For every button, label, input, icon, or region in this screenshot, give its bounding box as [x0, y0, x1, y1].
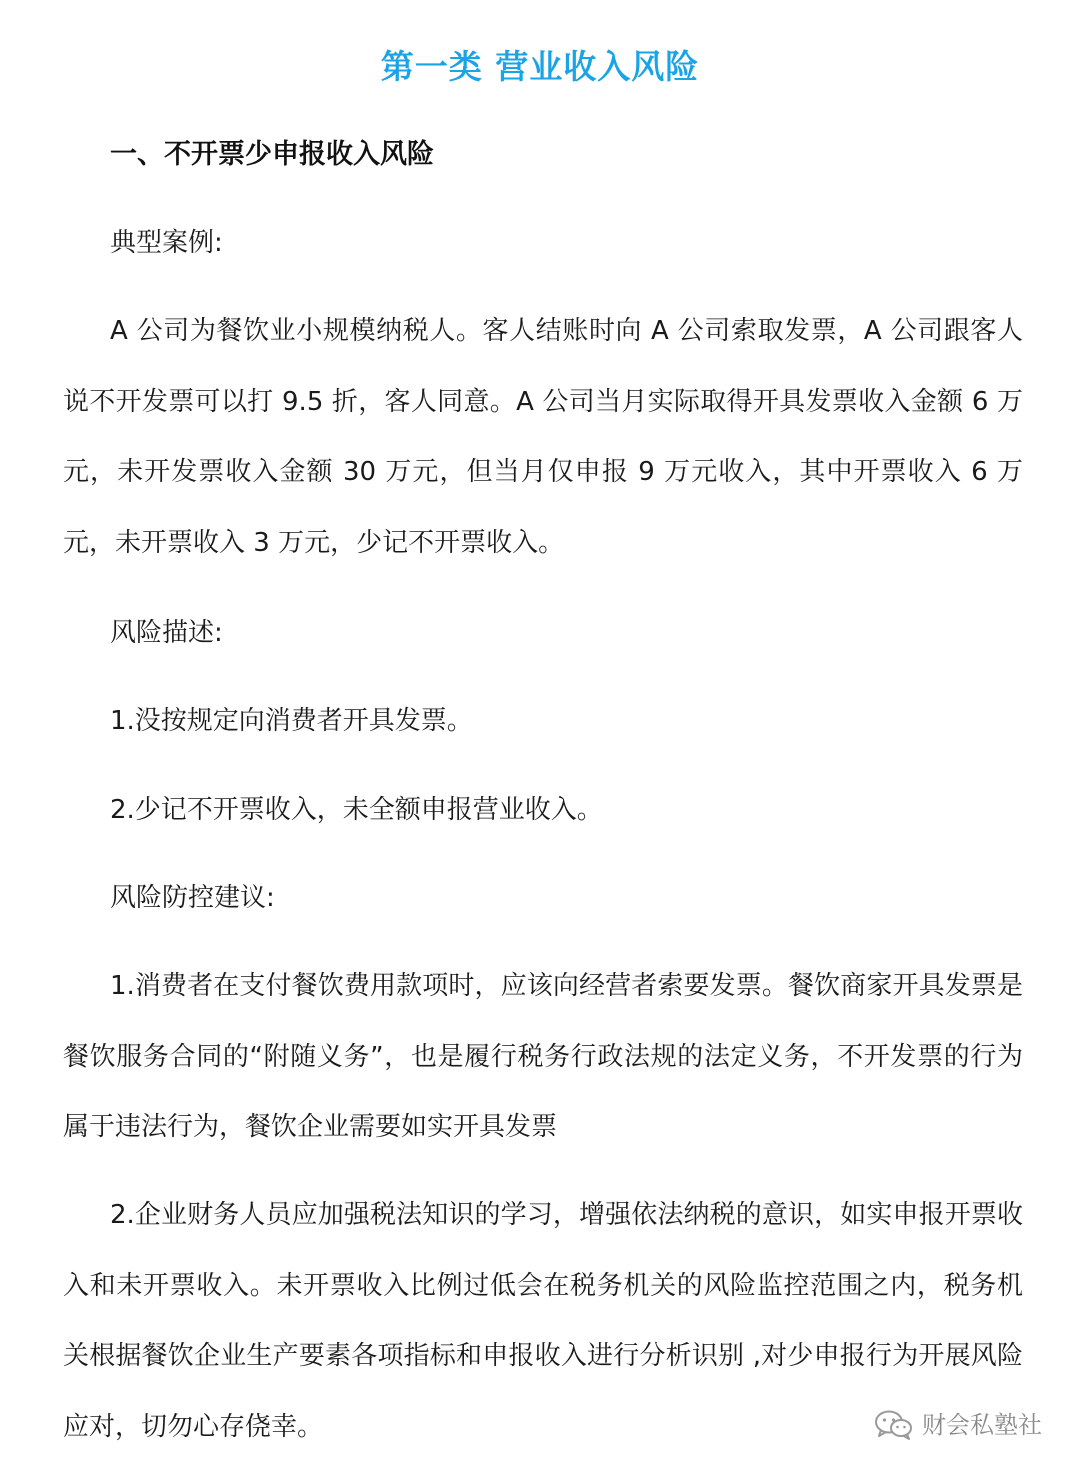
risk-item: 2.少记不开票收入，未全额申报营业收入。 — [110, 795, 603, 825]
wechat-icon — [874, 1409, 914, 1441]
advice-label: 风险防控建议: — [110, 883, 275, 913]
risk-item: 1.没按规定向消费者开具发票。 — [110, 706, 473, 736]
page-title: 第一类 营业收入风险 — [380, 47, 700, 86]
advice-paragraph-2: 2.企业财务人员应加强税法知识的学习，增强依法纳税的意识，如实申报开票收入和未开票收入。未开票收入比例过低会在税务机关的风险监控范围之内，税务机关根据餐饮企业生产要素各项指标和申报收入进行分析识别 ,对少申报行为开展风险应对，切勿心存侥幸。 — [63, 1200, 1023, 1443]
section-heading: 一、不开票少申报收入风险 — [110, 139, 434, 170]
case-paragraph: A 公司为餐饮业小规模纳税人。客人结账时向 A 公司索取发票，A 公司跟客人说不开发票可以打 9.5 折，客人同意。A 公司当月实际取得开具发票收入金额 6 万元，未开发票收入金额 30 万元，但当月仅申报 9 万元收入，其中开票收入 6 万元，未开票收入 3 万元，少记不开票收入。 — [63, 316, 1023, 559]
watermark-text: 财会私塾社 — [922, 1411, 1042, 1439]
watermark — [874, 1409, 1042, 1441]
advice-paragraph-1: 1.消费者在支付餐饮费用款项时，应该向经营者索要发票。餐饮商家开具发票是餐饮服务合同的“附随义务”，也是履行税务行政法规的法定义务，不开发票的行为属于违法行为，餐饮企业需要如实开具发票 — [63, 971, 1023, 1143]
case-label: 典型案例: — [110, 228, 223, 258]
risk-label: 风险描述: — [110, 618, 223, 648]
